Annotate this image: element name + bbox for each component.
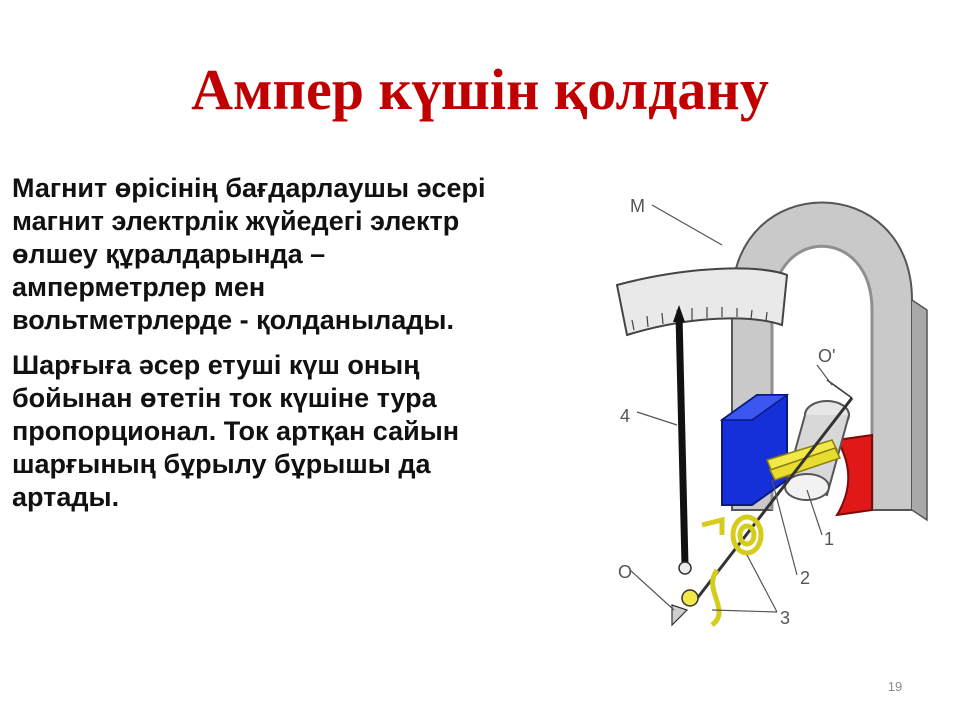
- pointer-needle: [672, 305, 698, 625]
- label-springs: 3: [780, 608, 791, 628]
- label-axis-top: O': [818, 346, 836, 366]
- paragraph-1: [12, 172, 602, 337]
- label-axis-bottom: O: [618, 562, 633, 582]
- paragraph-2-line-5: артады.: [12, 482, 120, 512]
- slide-title: Ампер күшін қолдану: [191, 57, 769, 122]
- paragraph-2-line-4: шарғының бұрылу бұрышы да: [12, 449, 431, 479]
- label-coil: 1: [824, 529, 835, 549]
- label-core: 2: [800, 568, 811, 588]
- paragraph-2-line-1: Шарғыға әсер етуші күш оның: [12, 350, 420, 380]
- paragraph-1-line-3: өлшеу құралдарында –: [12, 239, 326, 269]
- paragraph-1-line-5: вольтметрлерде - қолданылады.: [12, 305, 454, 335]
- paragraph-1-line-2: магнит электрлік жүйедегі электр: [12, 206, 460, 236]
- magnetoelectric-meter-diagram: [582, 150, 942, 640]
- hairsprings: [702, 517, 761, 625]
- paragraph-2-line-2: бойынан өтетін ток күшіне тура: [12, 383, 437, 413]
- page-number: 19: [887, 679, 903, 694]
- paragraph-2: [12, 349, 602, 514]
- paragraph-2-line-3: пропорционал. Ток артқан сайын: [12, 416, 460, 446]
- label-pointer: 4: [620, 406, 631, 426]
- paragraph-1-line-1: Магнит өрісінің бағдарлаушы әсері: [12, 173, 486, 203]
- paragraph-1-line-4: амперметрлер мен: [12, 272, 266, 302]
- meter-illustration: [582, 150, 942, 640]
- pole-piece-south: [837, 435, 872, 515]
- label-magnet: М: [630, 196, 645, 216]
- slide-body: [12, 172, 602, 526]
